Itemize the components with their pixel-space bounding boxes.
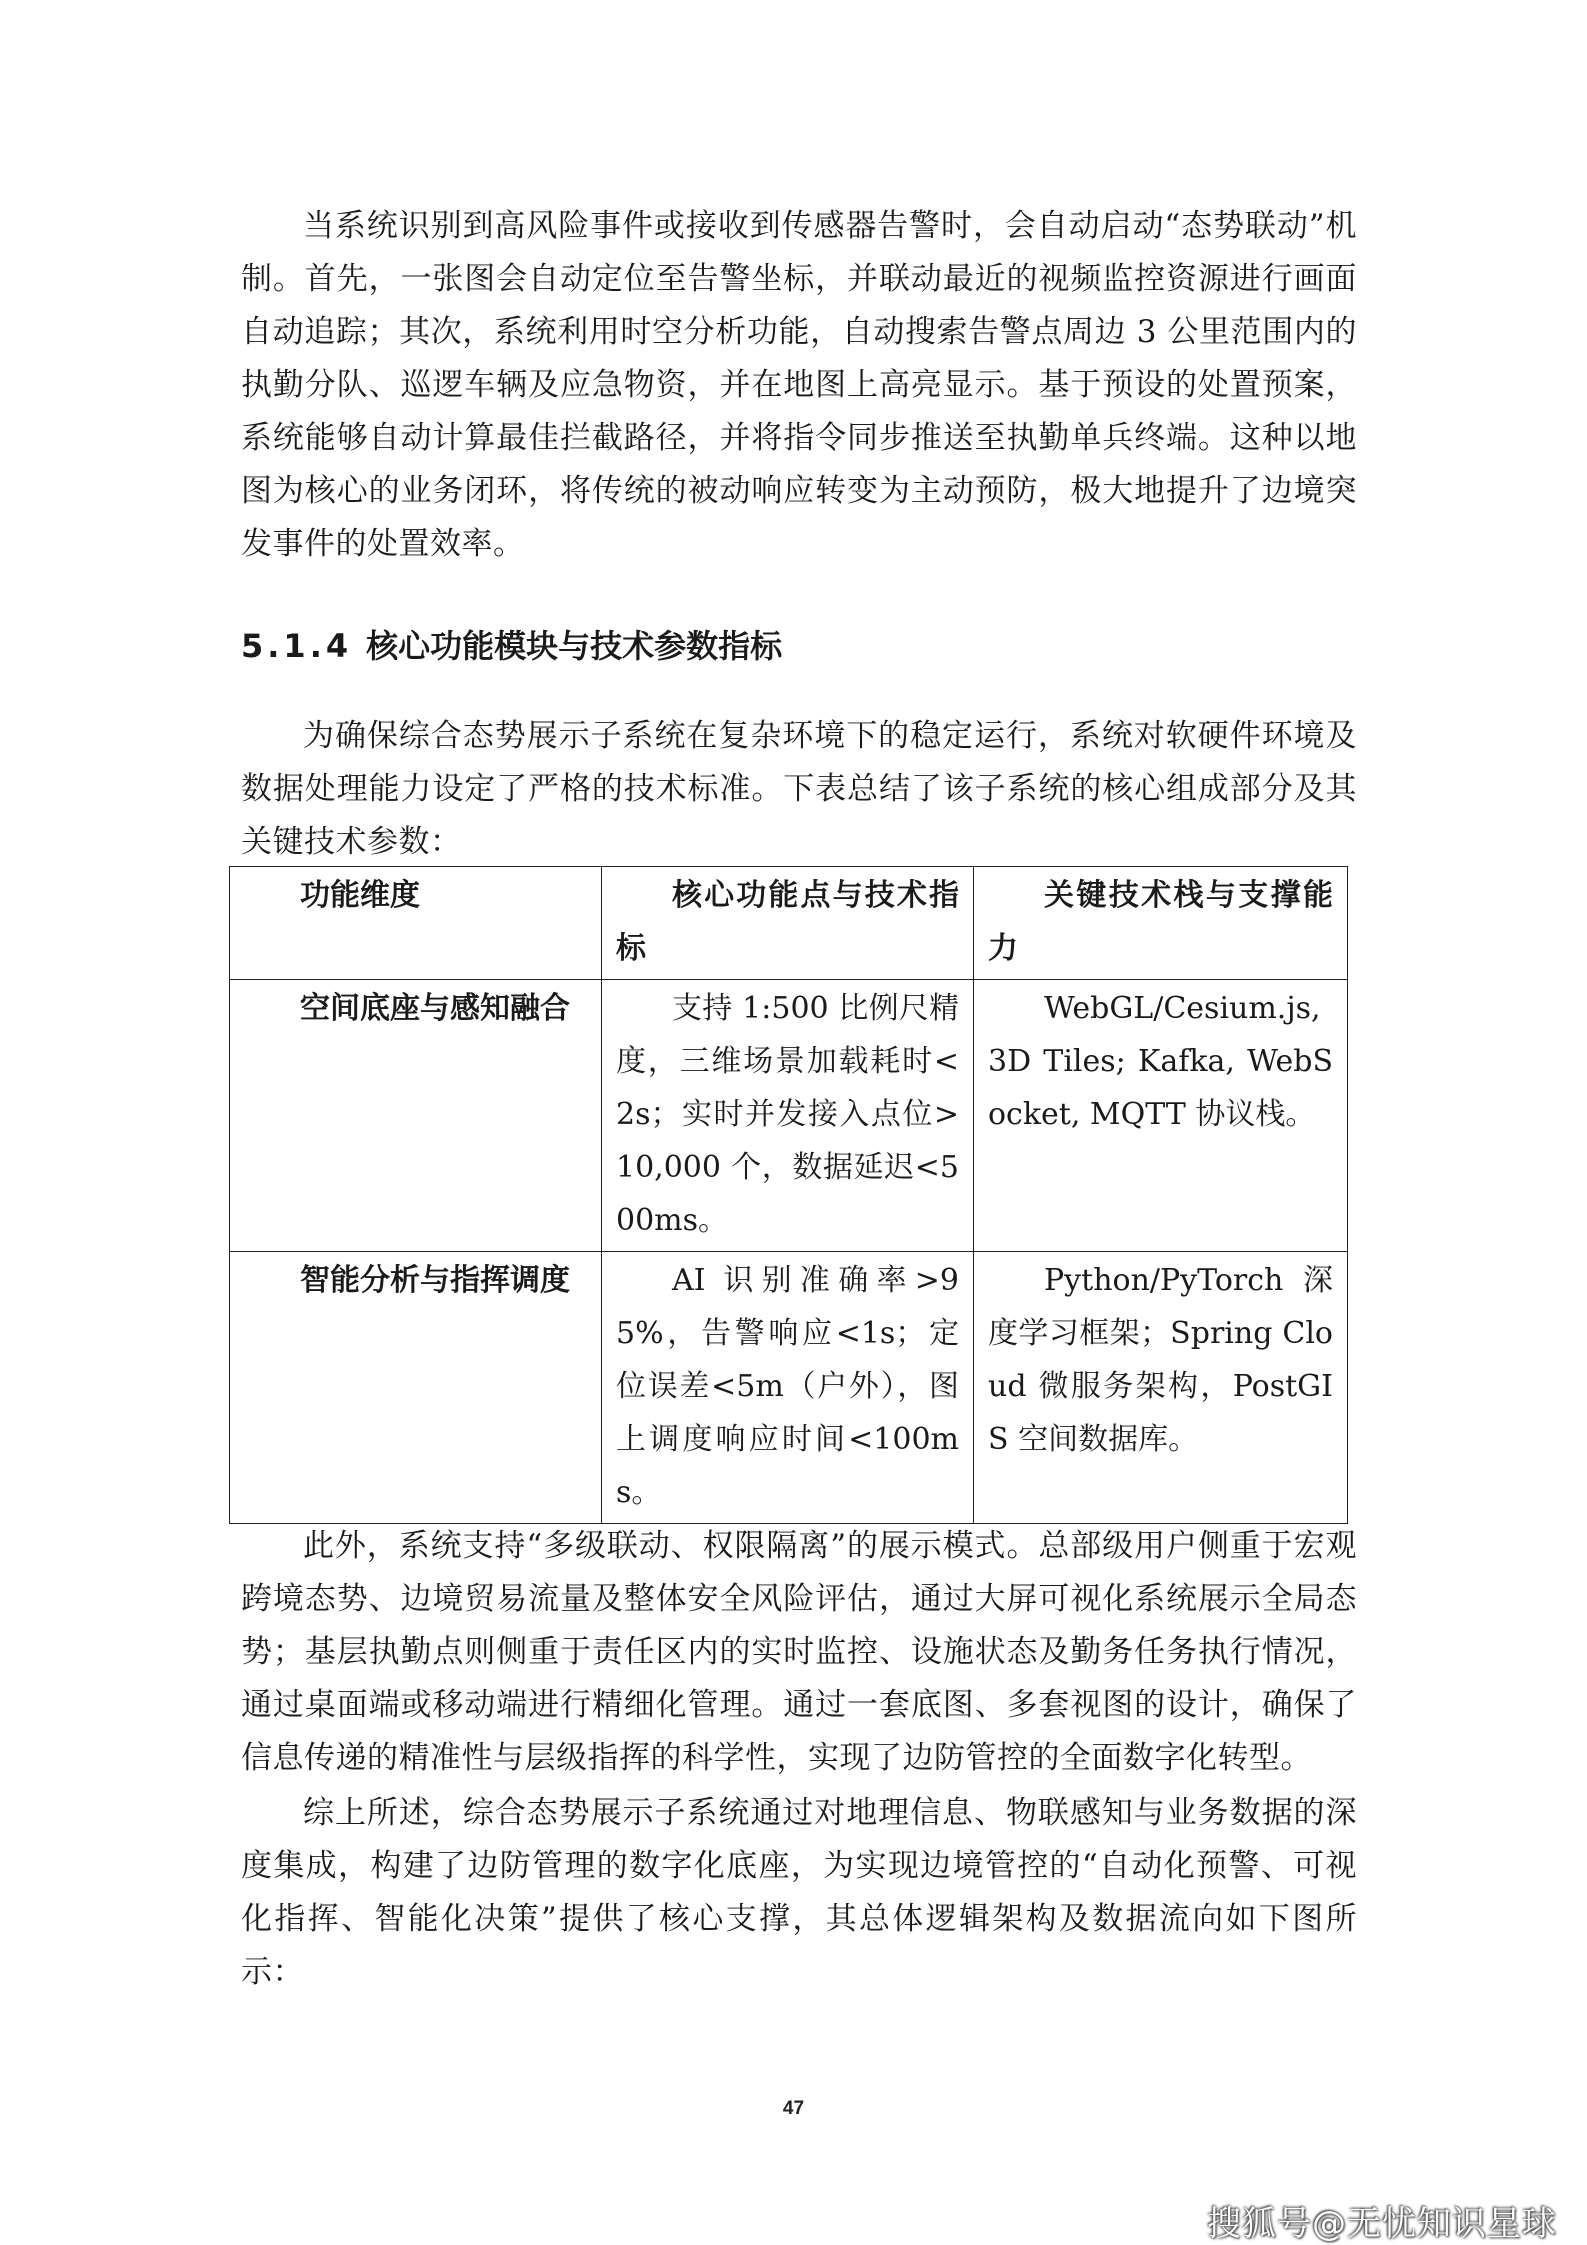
tech-params-table [229,866,1348,1524]
paragraph-summary: 综上所述，综合态势展示子系统通过对地理信息、物联感知与业务数据的深度集成，构建了边防管理的数字化底座，为实现边境管控的“自动化预警、可视化指挥、智能化决策”提供了核心支撑，其总体逻辑架构及数据流向如下图所示： [241,1795,1357,1990]
table-cell-stack: Python/PyTorch 深度学习框架；Spring Cloud 微服务架构，PostGIS 空间数据库。 [974,1252,1348,1524]
section-number: 5.1.4 [241,627,353,665]
section-title: 核心功能模块与技术参数指标 [366,627,783,665]
table-header-functions: 核心功能点与技术指标 [602,867,974,980]
table-cell-functions: AI 识别准确率>95%，告警响应<1s；定位误差<5m（户外），图上调度响应时间<100ms。 [602,1252,974,1524]
table-cell-dimension: 智能分析与指挥调度 [230,1252,602,1524]
watermark: 搜狐号@无忧知识星球 [1207,2204,1557,2244]
table-row [230,1252,1348,1524]
table-cell-functions: 支持 1:500 比例尺精度，三维场景加载耗时<2s；实时并发接入点位>10,000 个，数据延迟<500ms。 [602,980,974,1252]
page-number: 47 [782,2098,805,2119]
table-cell-stack: WebGL/Cesium.js, 3D Tiles; Kafka, WebSocket, MQTT 协议栈。 [974,980,1348,1252]
paragraph-situation-linkage: 当系统识别到高风险事件或接收到传感器告警时，会自动启动“态势联动”机制。首先，一张图会自动定位至告警坐标，并联动最近的视频监控资源进行画面自动追踪；其次，系统利用时空分析功能，自动搜索告警点周边 3 公里范围内的执勤分队、巡逻车辆及应急物资，并在地图上高亮显示。基于预设的处置预案，系统能够自动计算最佳拦截路径，并将指令同步推送至执勤单兵终端。这种以地图为核心的业务闭环，将传统的被动响应转变为主动预防，极大地提升了边境突发事件的处置效率。 [241,208,1357,562]
table-row [230,980,1348,1252]
paragraph-table-intro: 为确保综合态势展示子系统在复杂环境下的稳定运行，系统对软硬件环境及数据处理能力设定了严格的技术标准。下表总结了该子系统的核心组成部分及其关键技术参数： [241,718,1357,860]
table-header-row [230,867,1348,980]
table-cell-dimension: 空间底座与感知融合 [230,980,602,1252]
table-header-stack: 关键技术栈与支撑能力 [974,867,1348,980]
section-heading [241,618,782,674]
table-header-dimension: 功能维度 [230,867,602,980]
paragraph-multilevel-display: 此外，系统支持“多级联动、权限隔离”的展示模式。总部级用户侧重于宏观跨境态势、边境贸易流量及整体安全风险评估，通过大屏可视化系统展示全局态势；基层执勤点则侧重于责任区内的实时监控、设施状态及勤务任务执行情况，通过桌面端或移动端进行精细化管理。通过一套底图、多套视图的设计，确保了信息传递的精准性与层级指挥的科学性，实现了边防管控的全面数字化转型。 [241,1528,1357,1776]
